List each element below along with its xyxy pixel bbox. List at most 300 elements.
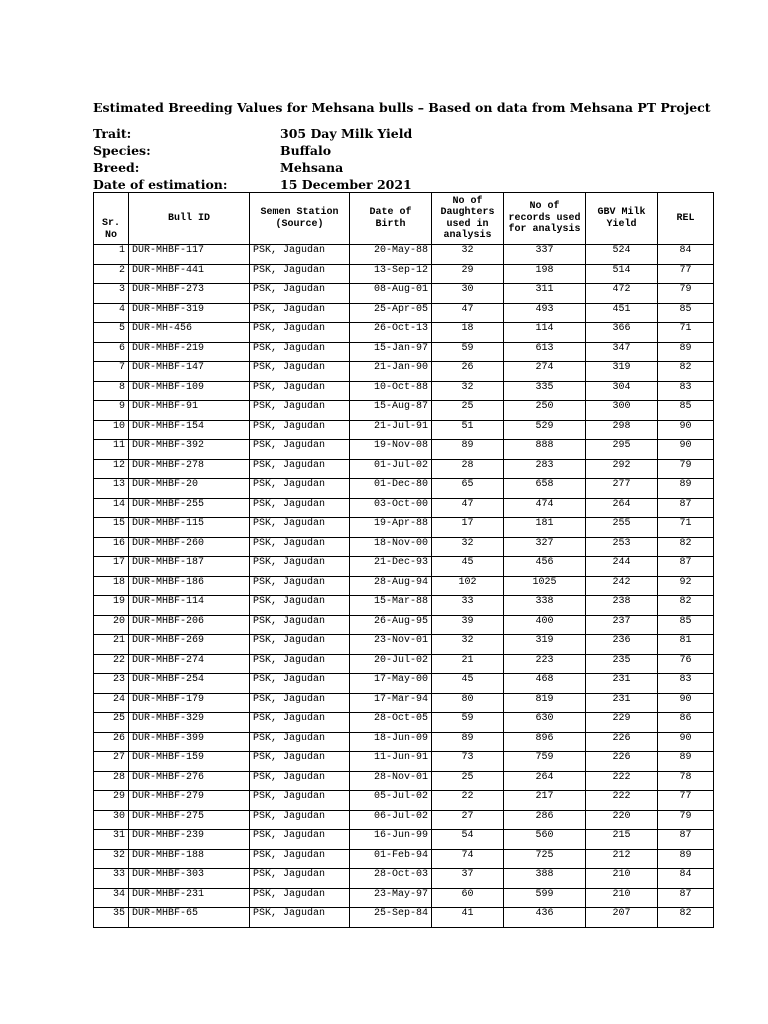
cell-rel: 87 <box>658 498 714 518</box>
cell-sr-no: 8 <box>94 381 129 401</box>
meta-row-species <box>93 142 412 159</box>
cell-no-of-records: 338 <box>504 596 586 616</box>
table-row <box>94 732 714 752</box>
cell-semen-station: PSK, Jagudan <box>250 245 350 265</box>
cell-no-of-records: 337 <box>504 245 586 265</box>
cell-rel: 90 <box>658 440 714 460</box>
cell-no-of-records: 474 <box>504 498 586 518</box>
cell-no-of-records: 319 <box>504 635 586 655</box>
cell-rel: 90 <box>658 732 714 752</box>
cell-semen-station: PSK, Jagudan <box>250 303 350 323</box>
cell-no-of-records: 468 <box>504 674 586 694</box>
cell-semen-station: PSK, Jagudan <box>250 869 350 889</box>
cell-bull-id: DUR-MHBF-319 <box>129 303 250 323</box>
cell-rel: 71 <box>658 323 714 343</box>
cell-sr-no: 16 <box>94 537 129 557</box>
meta-value: Mehsana <box>280 160 344 175</box>
cell-sr-no: 15 <box>94 518 129 538</box>
cell-bull-id: DUR-MHBF-186 <box>129 576 250 596</box>
cell-no-of-records: 658 <box>504 479 586 499</box>
cell-no-of-daughters: 102 <box>432 576 504 596</box>
cell-gbv-milk-yield: 215 <box>586 830 658 850</box>
cell-no-of-records: 599 <box>504 888 586 908</box>
cell-no-of-daughters: 29 <box>432 264 504 284</box>
cell-date-of-birth: 21-Jan-90 <box>350 362 432 382</box>
cell-rel: 92 <box>658 576 714 596</box>
cell-bull-id: DUR-MHBF-279 <box>129 791 250 811</box>
cell-semen-station: PSK, Jagudan <box>250 830 350 850</box>
cell-gbv-milk-yield: 451 <box>586 303 658 323</box>
cell-no-of-daughters: 32 <box>432 381 504 401</box>
cell-sr-no: 28 <box>94 771 129 791</box>
cell-no-of-records: 327 <box>504 537 586 557</box>
table-row <box>94 498 714 518</box>
cell-semen-station: PSK, Jagudan <box>250 888 350 908</box>
cell-rel: 81 <box>658 635 714 655</box>
cell-gbv-milk-yield: 236 <box>586 635 658 655</box>
table-row <box>94 830 714 850</box>
cell-no-of-daughters: 21 <box>432 654 504 674</box>
cell-gbv-milk-yield: 264 <box>586 498 658 518</box>
cell-sr-no: 3 <box>94 284 129 304</box>
cell-no-of-records: 198 <box>504 264 586 284</box>
cell-no-of-records: 400 <box>504 615 586 635</box>
cell-date-of-birth: 15-Mar-88 <box>350 596 432 616</box>
cell-semen-station: PSK, Jagudan <box>250 732 350 752</box>
cell-sr-no: 29 <box>94 791 129 811</box>
cell-no-of-records: 888 <box>504 440 586 460</box>
cell-gbv-milk-yield: 210 <box>586 869 658 889</box>
cell-rel: 83 <box>658 381 714 401</box>
cell-sr-no: 35 <box>94 908 129 928</box>
cell-no-of-records: 613 <box>504 342 586 362</box>
cell-rel: 89 <box>658 342 714 362</box>
cell-date-of-birth: 21-Dec-93 <box>350 557 432 577</box>
cell-date-of-birth: 19-Apr-88 <box>350 518 432 538</box>
cell-no-of-daughters: 32 <box>432 245 504 265</box>
meta-row-breed <box>93 159 412 176</box>
cell-bull-id: DUR-MHBF-273 <box>129 284 250 304</box>
cell-no-of-records: 493 <box>504 303 586 323</box>
column-header-no-of-daughters: No of Daughters used in analysis <box>432 193 504 245</box>
cell-bull-id: DUR-MHBF-187 <box>129 557 250 577</box>
cell-gbv-milk-yield: 210 <box>586 888 658 908</box>
cell-semen-station: PSK, Jagudan <box>250 752 350 772</box>
cell-rel: 78 <box>658 771 714 791</box>
table-row <box>94 362 714 382</box>
cell-gbv-milk-yield: 237 <box>586 615 658 635</box>
table-row <box>94 420 714 440</box>
cell-sr-no: 30 <box>94 810 129 830</box>
cell-no-of-daughters: 59 <box>432 342 504 362</box>
cell-date-of-birth: 16-Jun-99 <box>350 830 432 850</box>
cell-gbv-milk-yield: 235 <box>586 654 658 674</box>
cell-no-of-daughters: 17 <box>432 518 504 538</box>
cell-rel: 87 <box>658 888 714 908</box>
cell-no-of-daughters: 80 <box>432 693 504 713</box>
table-row <box>94 264 714 284</box>
cell-no-of-records: 283 <box>504 459 586 479</box>
cell-rel: 89 <box>658 849 714 869</box>
cell-gbv-milk-yield: 212 <box>586 849 658 869</box>
cell-bull-id: DUR-MHBF-159 <box>129 752 250 772</box>
table-row <box>94 810 714 830</box>
cell-no-of-records: 217 <box>504 791 586 811</box>
cell-no-of-daughters: 18 <box>432 323 504 343</box>
cell-bull-id: DUR-MHBF-269 <box>129 635 250 655</box>
cell-rel: 79 <box>658 459 714 479</box>
cell-semen-station: PSK, Jagudan <box>250 654 350 674</box>
table-row <box>94 245 714 265</box>
cell-semen-station: PSK, Jagudan <box>250 713 350 733</box>
cell-bull-id: DUR-MHBF-115 <box>129 518 250 538</box>
cell-semen-station: PSK, Jagudan <box>250 771 350 791</box>
cell-gbv-milk-yield: 472 <box>586 284 658 304</box>
cell-sr-no: 10 <box>94 420 129 440</box>
cell-semen-station: PSK, Jagudan <box>250 849 350 869</box>
cell-no-of-records: 264 <box>504 771 586 791</box>
cell-no-of-daughters: 47 <box>432 303 504 323</box>
cell-gbv-milk-yield: 300 <box>586 401 658 421</box>
cell-bull-id: DUR-MHBF-275 <box>129 810 250 830</box>
table-row <box>94 908 714 928</box>
table-row <box>94 615 714 635</box>
cell-semen-station: PSK, Jagudan <box>250 459 350 479</box>
cell-sr-no: 12 <box>94 459 129 479</box>
table-row <box>94 771 714 791</box>
cell-gbv-milk-yield: 226 <box>586 732 658 752</box>
ebv-table <box>93 192 714 928</box>
table-row <box>94 576 714 596</box>
cell-no-of-daughters: 25 <box>432 401 504 421</box>
cell-bull-id: DUR-MHBF-392 <box>129 440 250 460</box>
cell-no-of-records: 456 <box>504 557 586 577</box>
cell-bull-id: DUR-MHBF-278 <box>129 459 250 479</box>
meta-row-date <box>93 176 412 193</box>
cell-no-of-records: 630 <box>504 713 586 733</box>
cell-rel: 85 <box>658 401 714 421</box>
table-row <box>94 381 714 401</box>
cell-date-of-birth: 10-Oct-88 <box>350 381 432 401</box>
cell-date-of-birth: 17-May-00 <box>350 674 432 694</box>
cell-date-of-birth: 18-Jun-09 <box>350 732 432 752</box>
cell-bull-id: DUR-MHBF-239 <box>129 830 250 850</box>
cell-date-of-birth: 26-Oct-13 <box>350 323 432 343</box>
cell-no-of-records: 286 <box>504 810 586 830</box>
cell-bull-id: DUR-MHBF-91 <box>129 401 250 421</box>
table-row <box>94 635 714 655</box>
cell-rel: 83 <box>658 674 714 694</box>
cell-gbv-milk-yield: 242 <box>586 576 658 596</box>
cell-sr-no: 17 <box>94 557 129 577</box>
table-row <box>94 752 714 772</box>
cell-sr-no: 24 <box>94 693 129 713</box>
cell-semen-station: PSK, Jagudan <box>250 791 350 811</box>
cell-rel: 79 <box>658 284 714 304</box>
cell-sr-no: 5 <box>94 323 129 343</box>
cell-no-of-daughters: 65 <box>432 479 504 499</box>
cell-no-of-daughters: 59 <box>432 713 504 733</box>
cell-semen-station: PSK, Jagudan <box>250 381 350 401</box>
cell-bull-id: DUR-MHBF-276 <box>129 771 250 791</box>
cell-rel: 76 <box>658 654 714 674</box>
cell-gbv-milk-yield: 298 <box>586 420 658 440</box>
cell-sr-no: 2 <box>94 264 129 284</box>
cell-semen-station: PSK, Jagudan <box>250 518 350 538</box>
meta-value: 305 Day Milk Yield <box>280 126 413 141</box>
cell-bull-id: DUR-MHBF-117 <box>129 245 250 265</box>
cell-no-of-daughters: 33 <box>432 596 504 616</box>
cell-semen-station: PSK, Jagudan <box>250 342 350 362</box>
cell-no-of-records: 223 <box>504 654 586 674</box>
cell-bull-id: DUR-MHBF-206 <box>129 615 250 635</box>
cell-no-of-daughters: 28 <box>432 459 504 479</box>
cell-semen-station: PSK, Jagudan <box>250 615 350 635</box>
table-row <box>94 303 714 323</box>
cell-date-of-birth: 21-Jul-91 <box>350 420 432 440</box>
table-row <box>94 849 714 869</box>
cell-gbv-milk-yield: 347 <box>586 342 658 362</box>
cell-semen-station: PSK, Jagudan <box>250 576 350 596</box>
cell-semen-station: PSK, Jagudan <box>250 635 350 655</box>
cell-gbv-milk-yield: 292 <box>586 459 658 479</box>
cell-semen-station: PSK, Jagudan <box>250 401 350 421</box>
table-row <box>94 791 714 811</box>
cell-sr-no: 6 <box>94 342 129 362</box>
cell-date-of-birth: 28-Oct-03 <box>350 869 432 889</box>
cell-rel: 71 <box>658 518 714 538</box>
cell-rel: 90 <box>658 420 714 440</box>
cell-date-of-birth: 25-Sep-84 <box>350 908 432 928</box>
cell-no-of-records: 114 <box>504 323 586 343</box>
cell-gbv-milk-yield: 304 <box>586 381 658 401</box>
table-row <box>94 888 714 908</box>
cell-semen-station: PSK, Jagudan <box>250 479 350 499</box>
cell-gbv-milk-yield: 255 <box>586 518 658 538</box>
metadata-block <box>93 125 412 193</box>
table-row <box>94 440 714 460</box>
cell-sr-no: 25 <box>94 713 129 733</box>
cell-rel: 86 <box>658 713 714 733</box>
cell-rel: 82 <box>658 362 714 382</box>
cell-date-of-birth: 15-Aug-87 <box>350 401 432 421</box>
page-title: Estimated Breeding Values for Mehsana bulls – Based on data from Mehsana PT Project <box>93 100 711 115</box>
cell-no-of-records: 560 <box>504 830 586 850</box>
cell-gbv-milk-yield: 231 <box>586 693 658 713</box>
cell-no-of-records: 1025 <box>504 576 586 596</box>
cell-rel: 77 <box>658 264 714 284</box>
cell-semen-station: PSK, Jagudan <box>250 498 350 518</box>
cell-date-of-birth: 01-Jul-02 <box>350 459 432 479</box>
cell-date-of-birth: 26-Aug-95 <box>350 615 432 635</box>
cell-no-of-daughters: 32 <box>432 635 504 655</box>
cell-gbv-milk-yield: 244 <box>586 557 658 577</box>
cell-semen-station: PSK, Jagudan <box>250 440 350 460</box>
cell-date-of-birth: 28-Aug-94 <box>350 576 432 596</box>
cell-gbv-milk-yield: 220 <box>586 810 658 830</box>
cell-no-of-daughters: 45 <box>432 674 504 694</box>
cell-date-of-birth: 17-Mar-94 <box>350 693 432 713</box>
cell-semen-station: PSK, Jagudan <box>250 537 350 557</box>
table-row <box>94 557 714 577</box>
cell-no-of-records: 388 <box>504 869 586 889</box>
table-row <box>94 693 714 713</box>
cell-sr-no: 20 <box>94 615 129 635</box>
cell-sr-no: 27 <box>94 752 129 772</box>
cell-bull-id: DUR-MHBF-329 <box>129 713 250 733</box>
cell-no-of-daughters: 45 <box>432 557 504 577</box>
cell-bull-id: DUR-MHBF-219 <box>129 342 250 362</box>
cell-semen-station: PSK, Jagudan <box>250 693 350 713</box>
cell-no-of-records: 529 <box>504 420 586 440</box>
cell-bull-id: DUR-MHBF-260 <box>129 537 250 557</box>
meta-row-trait <box>93 125 412 142</box>
cell-gbv-milk-yield: 222 <box>586 791 658 811</box>
cell-semen-station: PSK, Jagudan <box>250 674 350 694</box>
cell-sr-no: 26 <box>94 732 129 752</box>
cell-no-of-daughters: 60 <box>432 888 504 908</box>
cell-sr-no: 21 <box>94 635 129 655</box>
cell-no-of-records: 181 <box>504 518 586 538</box>
cell-bull-id: DUR-MHBF-441 <box>129 264 250 284</box>
cell-no-of-daughters: 27 <box>432 810 504 830</box>
cell-semen-station: PSK, Jagudan <box>250 362 350 382</box>
cell-gbv-milk-yield: 295 <box>586 440 658 460</box>
cell-semen-station: PSK, Jagudan <box>250 810 350 830</box>
column-header-date-of-birth: Date of Birth <box>350 193 432 245</box>
cell-bull-id: DUR-MHBF-114 <box>129 596 250 616</box>
cell-no-of-records: 725 <box>504 849 586 869</box>
cell-sr-no: 32 <box>94 849 129 869</box>
cell-no-of-daughters: 30 <box>432 284 504 304</box>
cell-semen-station: PSK, Jagudan <box>250 264 350 284</box>
cell-sr-no: 31 <box>94 830 129 850</box>
cell-date-of-birth: 28-Oct-05 <box>350 713 432 733</box>
cell-bull-id: DUR-MHBF-20 <box>129 479 250 499</box>
table-row <box>94 654 714 674</box>
cell-no-of-daughters: 51 <box>432 420 504 440</box>
meta-label: Trait: <box>93 126 132 141</box>
table-row <box>94 713 714 733</box>
cell-sr-no: 18 <box>94 576 129 596</box>
cell-rel: 87 <box>658 830 714 850</box>
cell-rel: 84 <box>658 869 714 889</box>
cell-date-of-birth: 06-Jul-02 <box>350 810 432 830</box>
cell-date-of-birth: 25-Apr-05 <box>350 303 432 323</box>
cell-semen-station: PSK, Jagudan <box>250 908 350 928</box>
cell-no-of-daughters: 22 <box>432 791 504 811</box>
cell-gbv-milk-yield: 226 <box>586 752 658 772</box>
cell-no-of-daughters: 89 <box>432 732 504 752</box>
table-header-row <box>94 193 714 245</box>
table-row <box>94 459 714 479</box>
cell-date-of-birth: 13-Sep-12 <box>350 264 432 284</box>
cell-rel: 84 <box>658 245 714 265</box>
cell-gbv-milk-yield: 231 <box>586 674 658 694</box>
cell-sr-no: 7 <box>94 362 129 382</box>
cell-bull-id: DUR-MHBF-65 <box>129 908 250 928</box>
cell-sr-no: 4 <box>94 303 129 323</box>
cell-sr-no: 23 <box>94 674 129 694</box>
cell-date-of-birth: 03-Oct-00 <box>350 498 432 518</box>
table-row <box>94 518 714 538</box>
cell-bull-id: DUR-MHBF-274 <box>129 654 250 674</box>
cell-gbv-milk-yield: 319 <box>586 362 658 382</box>
cell-rel: 82 <box>658 596 714 616</box>
cell-no-of-records: 311 <box>504 284 586 304</box>
cell-sr-no: 11 <box>94 440 129 460</box>
cell-date-of-birth: 19-Nov-08 <box>350 440 432 460</box>
cell-bull-id: DUR-MHBF-109 <box>129 381 250 401</box>
table-body <box>94 245 714 928</box>
cell-rel: 85 <box>658 615 714 635</box>
cell-bull-id: DUR-MH-456 <box>129 323 250 343</box>
table-row <box>94 869 714 889</box>
cell-bull-id: DUR-MHBF-154 <box>129 420 250 440</box>
cell-sr-no: 34 <box>94 888 129 908</box>
table-row <box>94 674 714 694</box>
cell-sr-no: 33 <box>94 869 129 889</box>
cell-gbv-milk-yield: 207 <box>586 908 658 928</box>
cell-no-of-daughters: 54 <box>432 830 504 850</box>
cell-date-of-birth: 11-Jun-91 <box>350 752 432 772</box>
table-row <box>94 284 714 304</box>
cell-bull-id: DUR-MHBF-188 <box>129 849 250 869</box>
cell-no-of-daughters: 39 <box>432 615 504 635</box>
cell-no-of-daughters: 41 <box>432 908 504 928</box>
cell-rel: 89 <box>658 479 714 499</box>
cell-date-of-birth: 05-Jul-02 <box>350 791 432 811</box>
cell-rel: 82 <box>658 537 714 557</box>
cell-rel: 90 <box>658 693 714 713</box>
cell-sr-no: 14 <box>94 498 129 518</box>
table-row <box>94 323 714 343</box>
cell-date-of-birth: 18-Nov-00 <box>350 537 432 557</box>
table-row <box>94 479 714 499</box>
meta-label: Breed: <box>93 160 140 175</box>
meta-value: 15 December 2021 <box>280 177 412 192</box>
cell-date-of-birth: 15-Jan-97 <box>350 342 432 362</box>
cell-gbv-milk-yield: 524 <box>586 245 658 265</box>
cell-no-of-records: 819 <box>504 693 586 713</box>
cell-bull-id: DUR-MHBF-255 <box>129 498 250 518</box>
table-row <box>94 596 714 616</box>
meta-value: Buffalo <box>280 143 332 158</box>
column-header-bull-id: Bull ID <box>129 193 250 245</box>
table-row <box>94 342 714 362</box>
cell-semen-station: PSK, Jagudan <box>250 596 350 616</box>
column-header-rel: REL <box>658 193 714 245</box>
cell-semen-station: PSK, Jagudan <box>250 420 350 440</box>
cell-gbv-milk-yield: 253 <box>586 537 658 557</box>
cell-semen-station: PSK, Jagudan <box>250 323 350 343</box>
column-header-sr-no: Sr. No <box>94 193 129 245</box>
cell-no-of-records: 274 <box>504 362 586 382</box>
cell-no-of-daughters: 26 <box>432 362 504 382</box>
cell-no-of-records: 436 <box>504 908 586 928</box>
table-row <box>94 401 714 421</box>
cell-no-of-daughters: 37 <box>432 869 504 889</box>
column-header-gbv-milk-yield: GBV Milk Yield <box>586 193 658 245</box>
meta-label: Species: <box>93 143 151 158</box>
cell-rel: 85 <box>658 303 714 323</box>
cell-date-of-birth: 01-Feb-94 <box>350 849 432 869</box>
cell-no-of-daughters: 32 <box>432 537 504 557</box>
cell-date-of-birth: 28-Nov-01 <box>350 771 432 791</box>
cell-gbv-milk-yield: 514 <box>586 264 658 284</box>
cell-gbv-milk-yield: 277 <box>586 479 658 499</box>
cell-sr-no: 22 <box>94 654 129 674</box>
